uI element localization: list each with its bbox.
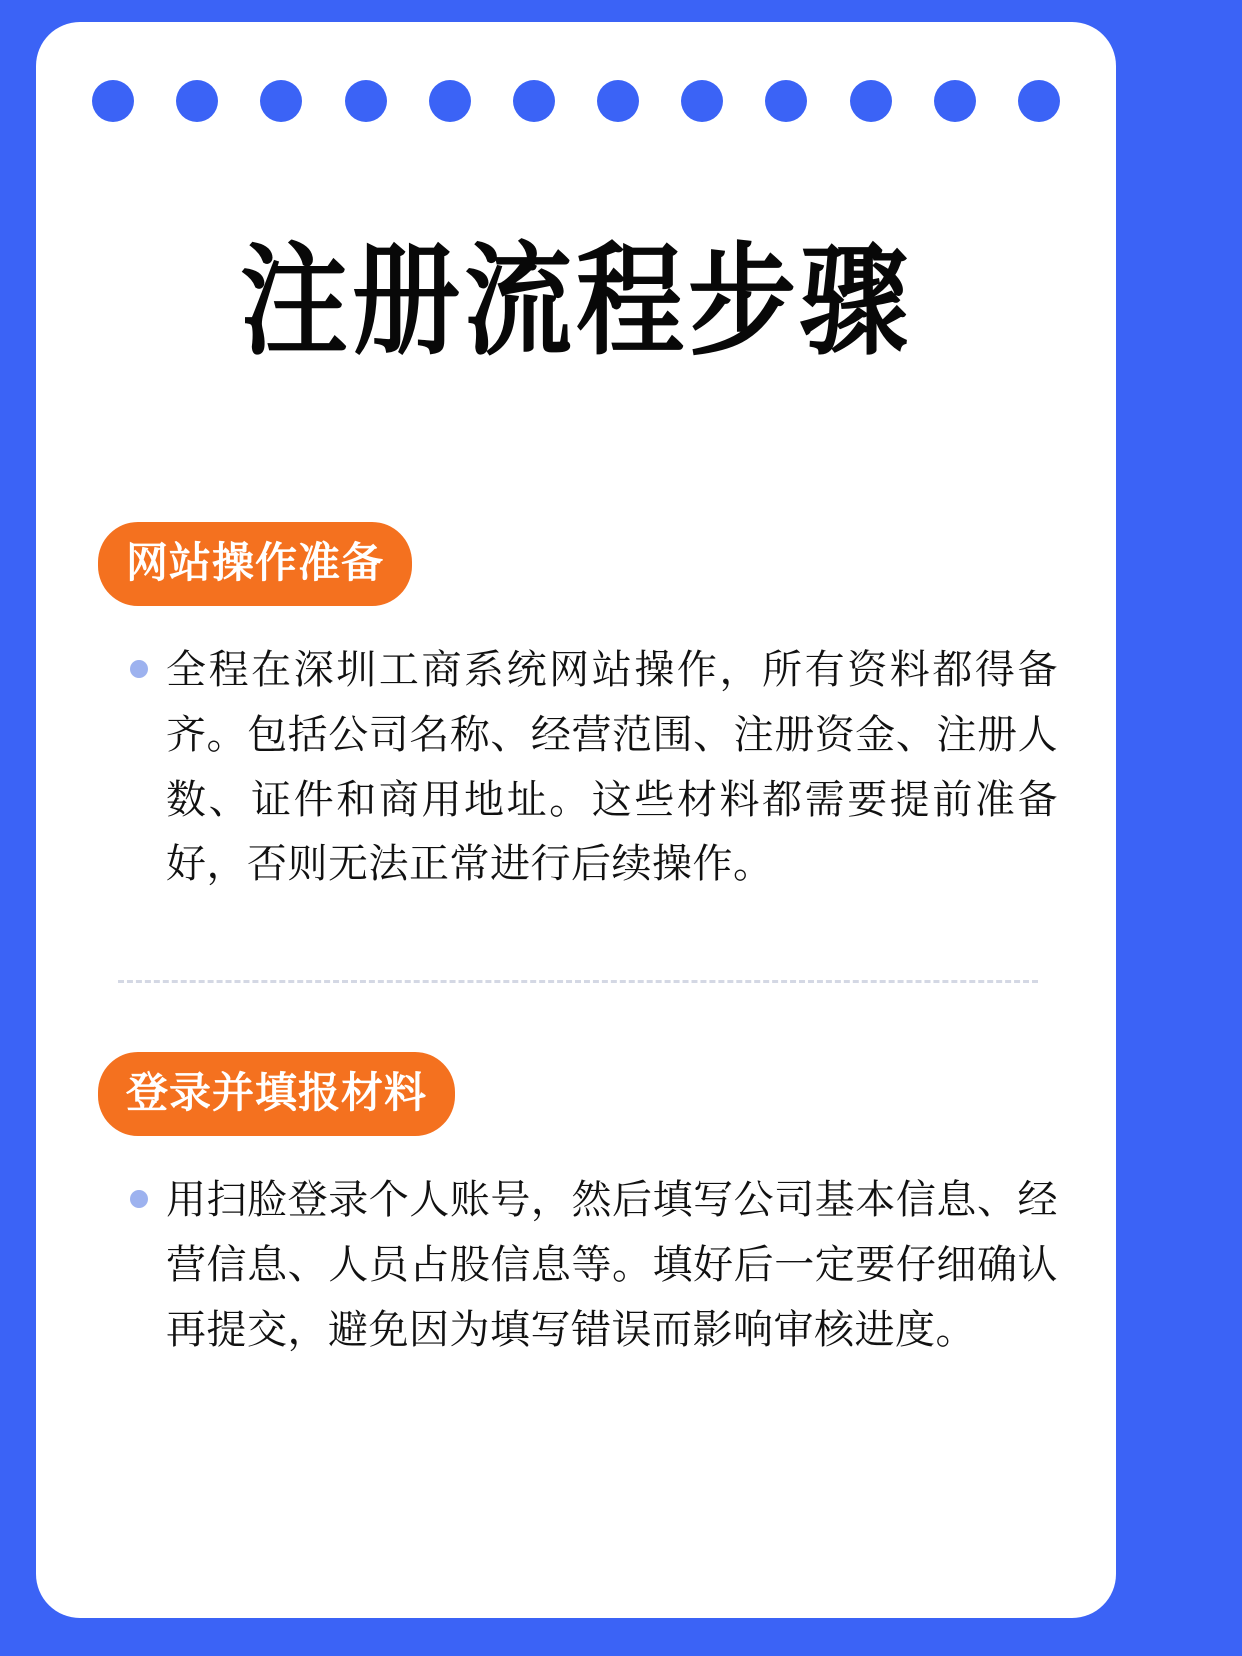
- section-body-row: [98, 1168, 1058, 1362]
- section-tag: 登录并填报材料: [98, 1052, 455, 1136]
- punch-hole-dot: [176, 80, 218, 122]
- punch-hole-dot: [429, 80, 471, 122]
- section-login-and-submit: [98, 1052, 1058, 1362]
- punch-hole-dot: [765, 80, 807, 122]
- punch-hole-dot: [1018, 80, 1060, 122]
- bullet-dot-icon: [130, 1190, 148, 1208]
- section-body-text: 用扫脸登录个人账号，然后填写公司基本信息、经营信息、人员占股信息等。填好后一定要仔细确认再提交，避免因为填写错误而影响审核进度。: [166, 1177, 1058, 1353]
- punch-hole-dot-row: [92, 78, 1060, 124]
- punch-hole-dot: [934, 80, 976, 122]
- punch-hole-dot: [850, 80, 892, 122]
- note-card: [36, 22, 1116, 1618]
- section-website-preparation: [98, 522, 1058, 897]
- page-title: 注册流程步骤: [239, 232, 912, 373]
- punch-hole-dot: [345, 80, 387, 122]
- section-body-text: 全程在深圳工商系统网站操作，所有资料都得备齐。包括公司名称、经营范围、注册资金、注册人数、证件和商用地址。这些材料都需要提前准备好，否则无法正常进行后续操作。: [166, 647, 1058, 888]
- section-body-row: [98, 638, 1058, 897]
- punch-hole-dot: [92, 80, 134, 122]
- bullet-dot-icon: [130, 660, 148, 678]
- punch-hole-dot: [513, 80, 555, 122]
- section-tag: 网站操作准备: [98, 522, 412, 606]
- punch-hole-dot: [260, 80, 302, 122]
- punch-hole-dot: [681, 80, 723, 122]
- punch-hole-dot: [597, 80, 639, 122]
- section-divider: [118, 980, 1038, 983]
